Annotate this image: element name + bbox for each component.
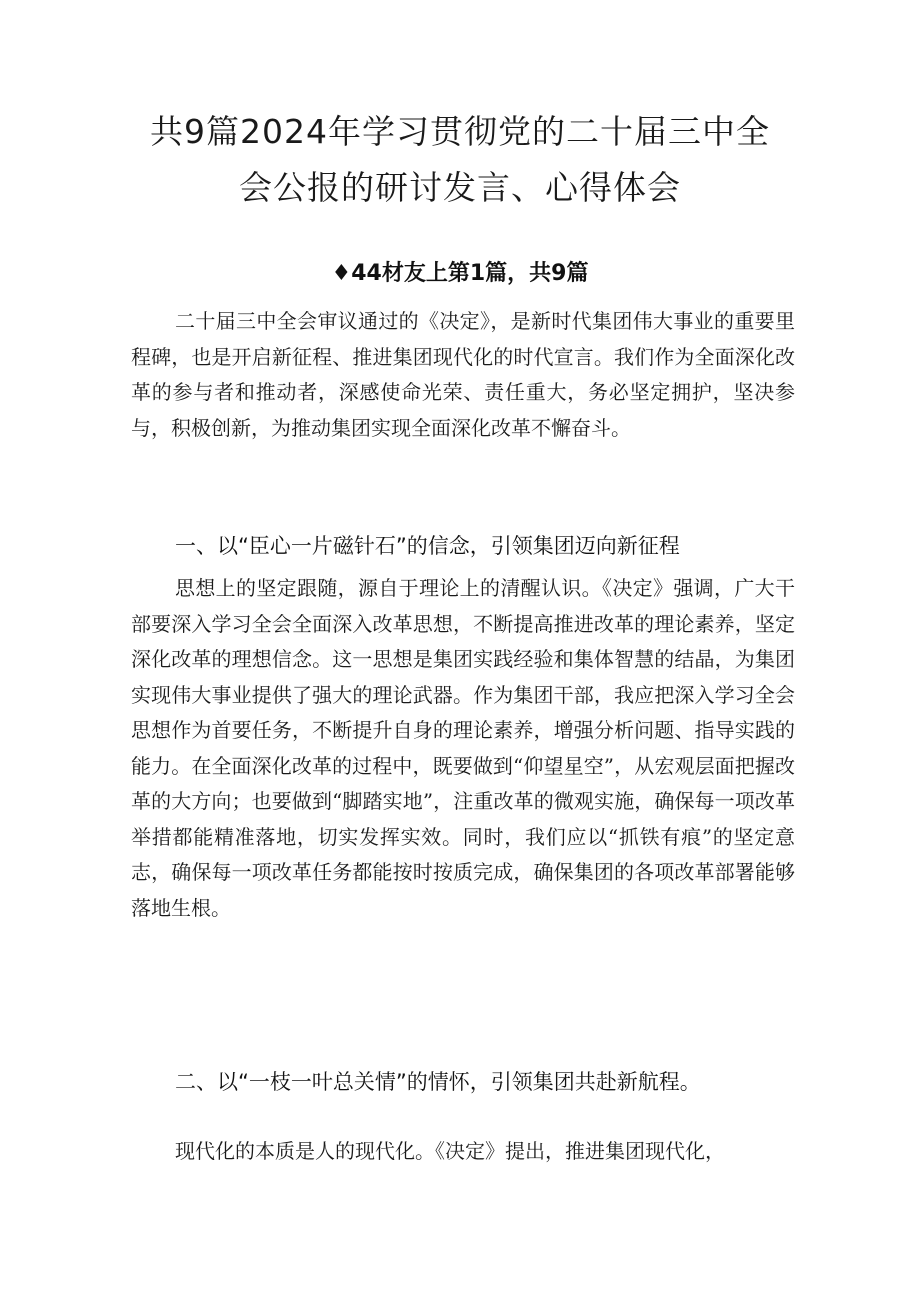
section-heading-1: 一、以“臣心一片磁针石”的信念，引领集团迈向新征程 xyxy=(175,534,680,558)
title-line-2: 会公报的研讨发言、心得体会 xyxy=(239,168,681,207)
paragraph-section-1: 思想上的坚定跟随，源自于理论上的清醒认识。《决定》强调，广大干部要深入学习全会全面深入改革思想，不断提高推进改革的理论素养，坚定深化改革的理想信念。这一思想是集团实践经验和集体智慧的结晶，为集团实现伟大事业提供了强大的理论武器。作为集团干部，我应把深入学习全会思想作为首要任务，不断提升自身的理论素养，增强分析问题、指导实践的能力。在全面深化改革的过程中，既要做到“仰望星空”，从宏观层面把握改革的大方向；也要做到“脚踏实地”，注重改革的微观实施，确保每一项改革举措都能精准落地，切实发挥实效。同时，我们应以“抓铁有痕”的坚定意志，确保每一项改革任务都能按时按质完成，确保集团的各项改革部署能够落地生根。 xyxy=(131,576,795,920)
title-line-1: 共9篇2024年学习贯彻党的二十届三中全 xyxy=(150,112,770,151)
paragraph-intro: 二十届三中全会审议通过的《决定》，是新时代集团伟大事业的重要里程碑，也是开启新征程、推进集团现代化的时代宣言。我们作为全面深化改革的参与者和推动者，深感使命光荣、责任重大，务必坚定拥护，坚决参与，积极创新，为推动集团实现全面深化改革不懈奋斗。 xyxy=(131,309,795,440)
article-subtitle: ♦44材友上第1篇，共9篇 xyxy=(331,261,589,286)
document-title xyxy=(120,104,800,216)
paragraph-section-2: 现代化的本质是人的现代化。《决定》提出，推进集团现代化， xyxy=(175,1139,725,1163)
section-heading-2: 二、以“一枝一叶总关情”的情怀，引领集团共赴新航程。 xyxy=(175,1070,701,1094)
